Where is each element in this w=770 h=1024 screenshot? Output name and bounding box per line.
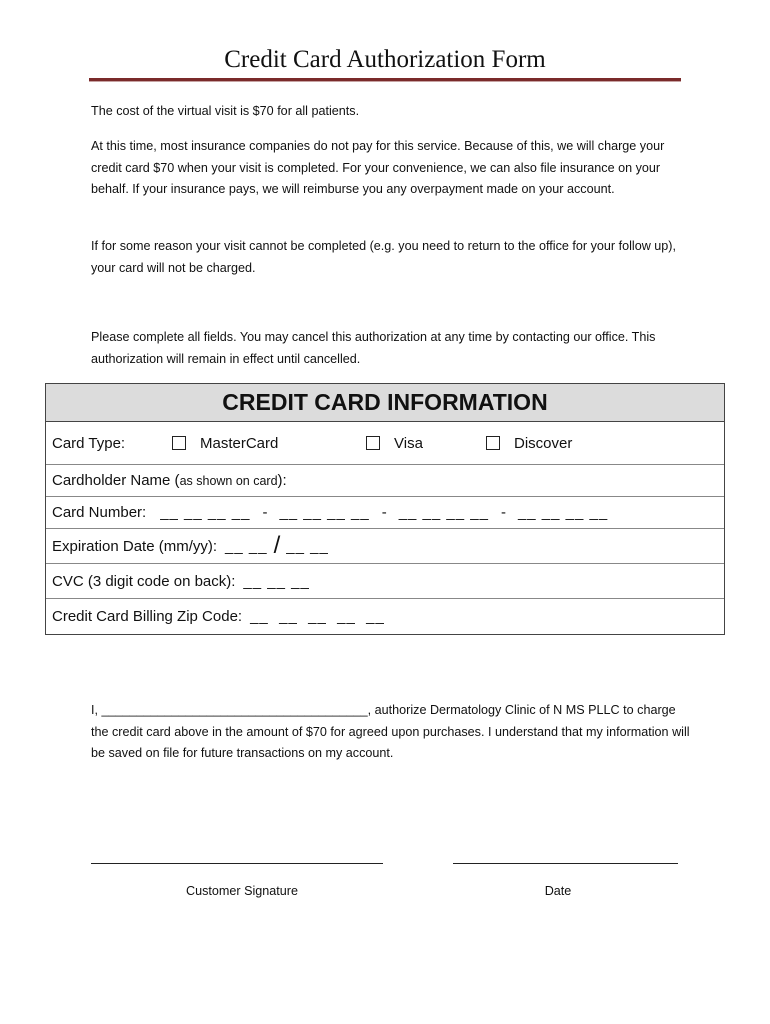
option-visa[interactable] xyxy=(366,422,423,464)
credit-card-heading: CREDIT CARD INFORMATION xyxy=(46,384,724,422)
zip-label: Credit Card Billing Zip Code: xyxy=(52,608,243,625)
cardholder-suffix: ): xyxy=(277,472,287,489)
expiration-label: Expiration Date (mm/yy): xyxy=(52,537,218,555)
card-number-group-4[interactable]: __ __ __ __ xyxy=(517,504,609,521)
mastercard-label: MasterCard xyxy=(200,434,279,452)
card-number-group-3[interactable]: __ __ __ __ xyxy=(398,504,489,521)
cvc-row xyxy=(46,564,724,599)
title-divider xyxy=(89,78,681,82)
card-number-label: Card Number: xyxy=(52,504,147,521)
cardholder-note: as shown on card xyxy=(179,473,278,488)
signature-line[interactable] xyxy=(91,863,383,864)
expiration-month[interactable]: __ __ xyxy=(225,537,268,555)
mastercard-checkbox[interactable] xyxy=(172,436,186,450)
authorization-statement xyxy=(91,700,691,765)
visa-checkbox[interactable] xyxy=(366,436,380,450)
authorization-suffix: , authorize Dermatology Clinic of N MS PLLC xyxy=(367,703,620,717)
cardholder-label: Cardholder Name ( xyxy=(52,472,180,489)
authorization-body: to charge the credit card above in the amount of $70 for agreed upon purchases. I understand that my information will be saved on file for future transactions on my account. xyxy=(91,703,690,760)
intro-instructions: Please complete all fields. You may cancel this authorization at any time by contacting our office. This authorization will remain in effect until cancelled. xyxy=(91,330,656,366)
authorization-prefix: I, xyxy=(91,703,98,717)
cardholder-row[interactable] xyxy=(46,465,724,497)
intro-insurance: At this time, most insurance companies do not pay for this service. Because of this, we will charge your credit card $70 when your visit is completed. For your convenience, we can also file insurance on your behalf. If your insurance pays, we will reimburse you any overpayment made on your account. xyxy=(91,139,665,196)
card-type-row xyxy=(46,422,724,465)
card-type-label: Card Type: xyxy=(52,434,126,452)
discover-checkbox[interactable] xyxy=(486,436,500,450)
credit-card-table xyxy=(45,383,725,635)
visa-label: Visa xyxy=(394,434,423,452)
expiration-year[interactable]: __ __ xyxy=(286,537,329,555)
zip-blank[interactable]: __ __ __ __ __ xyxy=(250,608,385,625)
signature-label: Customer Signature xyxy=(186,884,298,898)
intro-cost: The cost of the virtual visit is $70 for all patients. xyxy=(91,104,360,118)
cvc-blank[interactable]: __ __ __ xyxy=(243,572,310,590)
expiration-row xyxy=(46,529,724,564)
cvc-label: CVC (3 digit code on back): xyxy=(52,572,236,590)
zip-row xyxy=(46,599,724,634)
option-discover[interactable] xyxy=(486,422,572,464)
card-number-separator: - xyxy=(500,504,506,521)
authorization-name-blank[interactable]: ______________________________________ xyxy=(101,703,368,717)
card-number-row xyxy=(46,497,724,529)
date-line[interactable] xyxy=(453,863,678,864)
intro-not-charged: If for some reason your visit cannot be completed (e.g. you need to return to the office for your follow up), your card will not be charged. xyxy=(91,239,676,275)
card-number-group-1[interactable]: __ __ __ __ xyxy=(160,504,251,521)
card-number-separator: - xyxy=(381,504,387,521)
discover-label: Discover xyxy=(514,434,573,452)
card-number-group-2[interactable]: __ __ __ __ xyxy=(279,504,370,521)
page-title: Credit Card Authorization Form xyxy=(224,46,546,73)
expiration-separator: / xyxy=(273,532,281,559)
card-number-separator: - xyxy=(262,504,268,521)
date-label: Date xyxy=(544,884,572,898)
option-mastercard[interactable] xyxy=(172,422,278,464)
